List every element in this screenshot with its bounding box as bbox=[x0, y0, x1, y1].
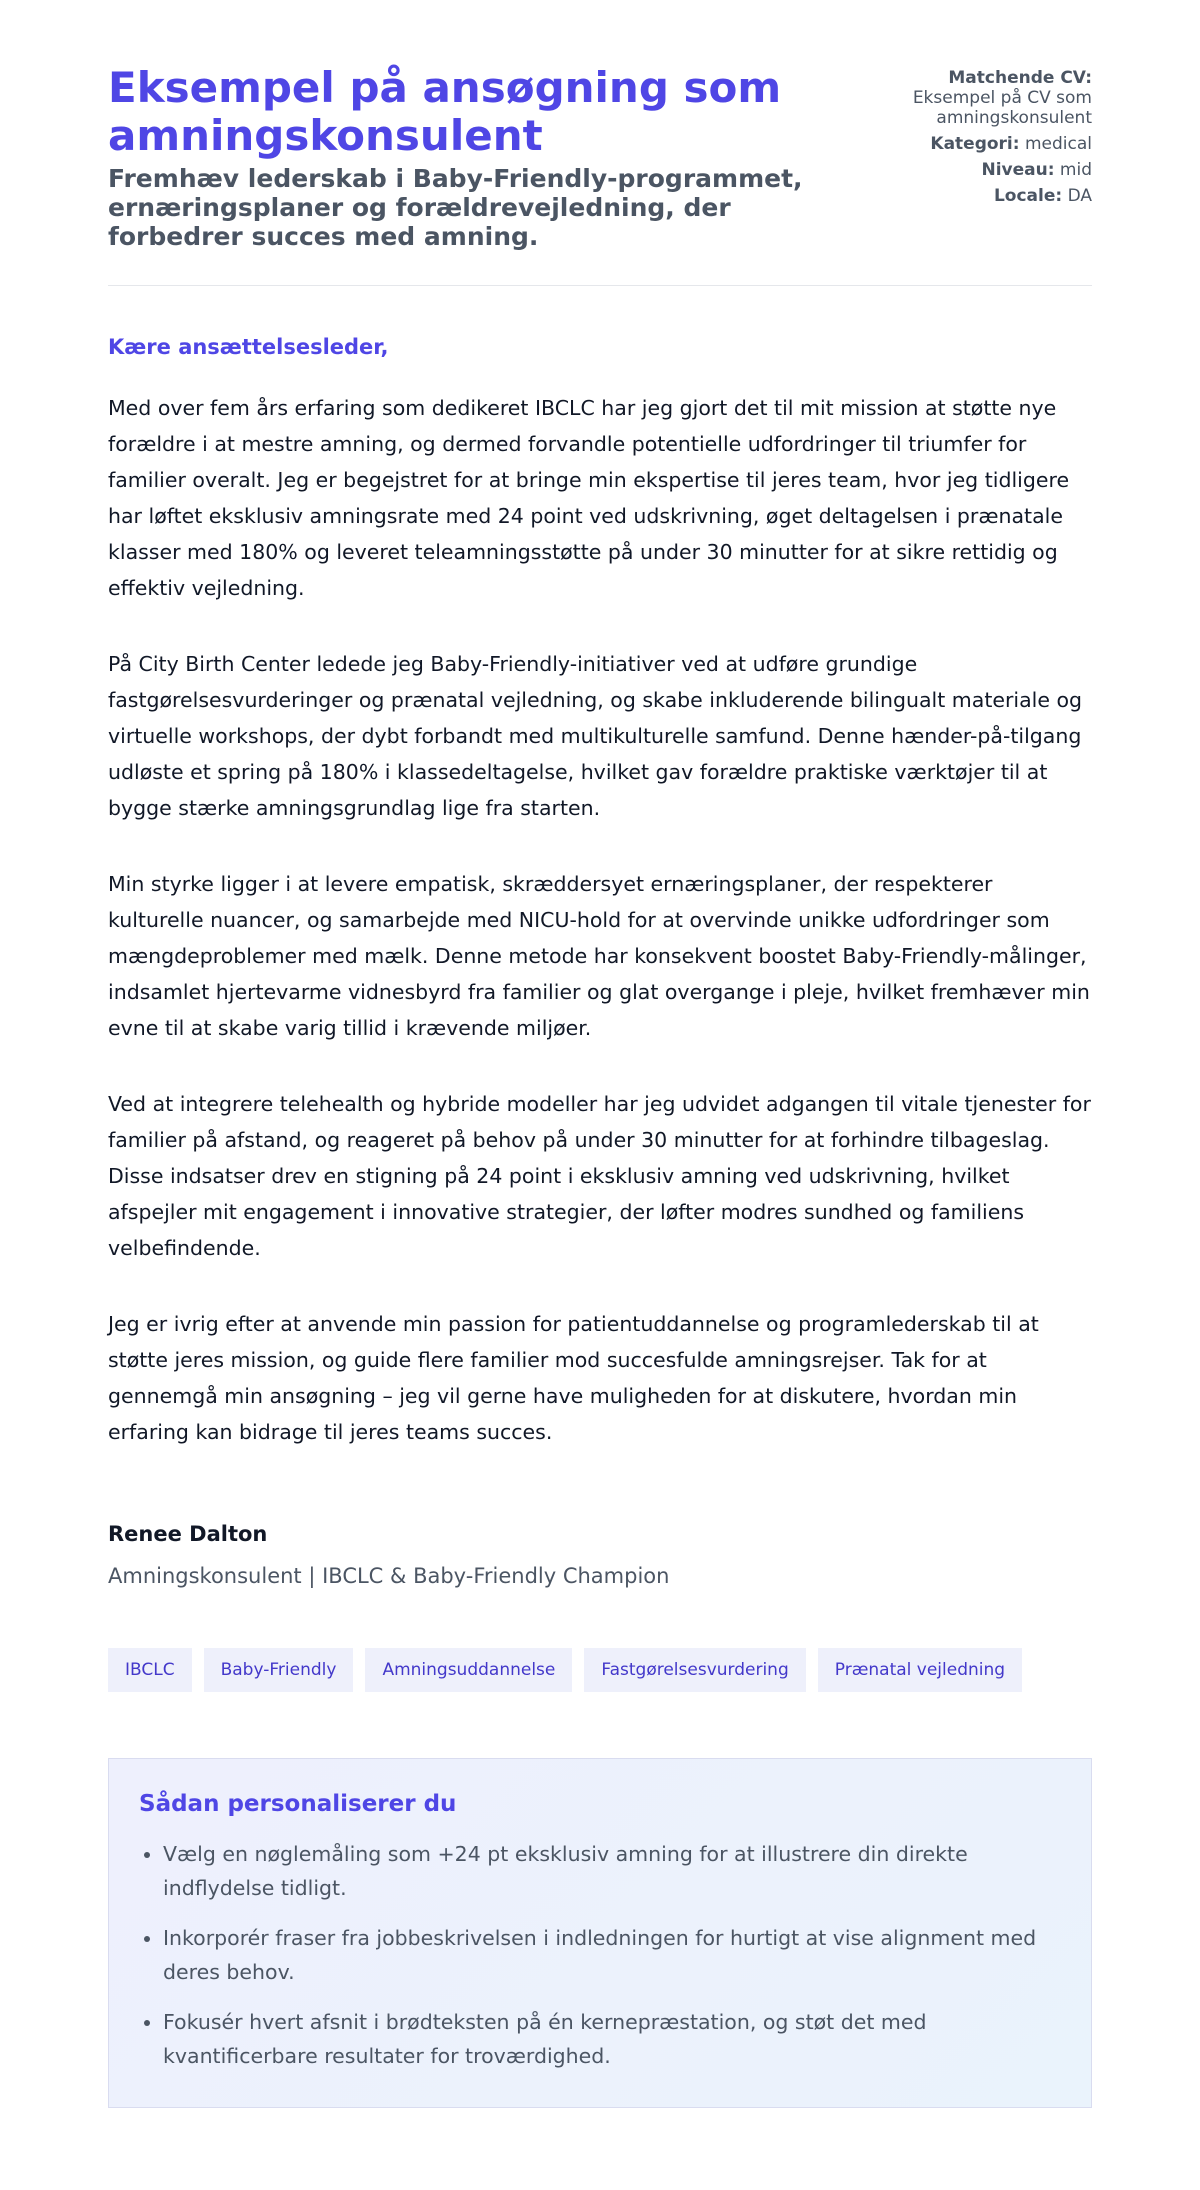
tag-amningsuddannelse: Amningsuddannelse bbox=[365, 1648, 572, 1692]
signature-block bbox=[108, 1520, 1092, 1590]
header-title-block bbox=[108, 64, 868, 251]
meta-matching-cv bbox=[872, 68, 1092, 128]
signature-title: Amningskonsulent | IBCLC & Baby-Friendly Champion bbox=[108, 1564, 670, 1588]
signature-name: Renee Dalton bbox=[108, 1522, 268, 1546]
page-header bbox=[108, 64, 1092, 251]
letter-paragraph-4: Ved at integrere telehealth og hybride modeller har jeg udvidet adgangen til vitale tjenester for familier på afstand, og reageret på behov på under 30 minutter for at forhindre tilbageslag. Disse indsatser drev en stigning på 24 point i eksklusiv amning ved udskrivning, hvilket afspejler mit engagement i innovative strategier, der løfter modres sundhed og familiens velbefindende. bbox=[108, 1092, 1091, 1260]
tag-baby-friendly: Baby-Friendly bbox=[204, 1648, 354, 1692]
tips-list bbox=[139, 1837, 1061, 2073]
tips-title: Sådan personaliserer du bbox=[139, 1791, 457, 1817]
page-title: Eksempel på ansøgning som amningskonsulent bbox=[108, 63, 782, 160]
personalization-tips-box bbox=[108, 1758, 1092, 2108]
header-divider bbox=[108, 285, 1092, 286]
meta-matching-cv-link[interactable]: Eksempel på CV som amningskonsulent bbox=[912, 88, 1092, 128]
tip-item-3: • Fokusér hvert afsnit i brødteksten på én kernepræstation, og støt det med kvantificerbare resultater for troværdighed. bbox=[163, 2005, 1061, 2073]
meta-category bbox=[872, 134, 1092, 154]
meta-level bbox=[872, 160, 1092, 180]
meta-level-value: mid bbox=[1059, 160, 1092, 180]
tag-ibclc: IBCLC bbox=[108, 1648, 192, 1692]
meta-locale-label: Locale: bbox=[993, 186, 1063, 206]
tag-praenatal-vejledning: Prænatal vejledning bbox=[818, 1648, 1022, 1692]
tip-item-2: • Inkorporér fraser fra jobbeskrivelsen i indledningen for hurtigt at vise alignment med deres behov. bbox=[163, 1921, 1061, 1989]
meta-category-label: Kategori: bbox=[930, 134, 1020, 154]
letter-body bbox=[108, 390, 1092, 1450]
meta-level-label: Niveau: bbox=[981, 160, 1055, 180]
letter-paragraph-1: Med over fem års erfaring som dedikeret IBCLC har jeg gjort det til mit mission at støtte nye forældre i at mestre amning, og dermed forvandle potentielle udfordringer til triumfer for familier overalt. Jeg er begejstret for at bringe min ekspertise til jeres team, hvor jeg tidligere har løftet eksklusiv amningsrate med 24 point ved udskrivning, øget deltagelsen i prænatale klasser med 180% og leveret teleamningsstøtte på under 30 minutter for at sikre rettidig og effektiv vejledning. bbox=[108, 396, 1070, 600]
tip-item-1: • Vælg en nøglemåling som +24 pt eksklusiv amning for at illustrere din direkte indflydelse tidligt. bbox=[163, 1837, 1061, 1905]
letter-paragraph-2: På City Birth Center ledede jeg Baby-Friendly-initiativer ved at udføre grundige fastgørelsesvurderinger og prænatal vejledning, og skabe inkluderende bilingualt materiale og virtuelle workshops, der dybt forbandt med multikulturelle samfund. Denne hænder-på-tilgang udløste et spring på 180% i klassedeltagelse, hvilket gav forældre praktiske værktøjer til at bygge stærke amningsgrundlag lige fra starten. bbox=[108, 652, 1083, 820]
meta-locale-value: DA bbox=[1067, 186, 1092, 206]
letter-greeting: Kære ansættelsesleder, bbox=[108, 335, 389, 359]
letter-paragraph-3: Min styrke ligger i at levere empatisk, skræddersyet ernæringsplaner, der respekterer kulturelle nuancer, og samarbejde med NICU-hold for at overvinde unikke udfordringer som mængdeproblemer med mælk. Denne metode har konsekvent boostet Baby-Friendly-målinger, indsamlet hjertevarme vidnesbyrd fra familier og glat overgange i pleje, hvilket fremhæver min evne til at skabe varig tillid i krævende miljøer. bbox=[108, 872, 1090, 1040]
skill-tags bbox=[108, 1648, 1092, 1692]
letter-paragraph-5: Jeg er ivrig efter at anvende min passion for patientuddannelse og programlederskab til at støtte jeres mission, og guide flere familier mod succesfulde amningsrejser. Tak for at gennemgå min ansøgning – jeg vil gerne have muligheden for at diskutere, hvordan min erfaring kan bidrage til jeres teams succes. bbox=[108, 1312, 1039, 1444]
meta-locale bbox=[872, 186, 1092, 206]
meta-panel bbox=[872, 68, 1092, 212]
tag-fastgorelsesvurdering: Fastgørelsesvurdering bbox=[584, 1648, 805, 1692]
meta-category-value: medical bbox=[1024, 134, 1092, 154]
page-subtitle: Fremhæv lederskab i Baby-Friendly-programmet, ernæringsplaner og forældrevejledning, der forbedrer succes med amning. bbox=[108, 164, 803, 251]
meta-matching-cv-label: Matchende CV: bbox=[948, 68, 1092, 88]
